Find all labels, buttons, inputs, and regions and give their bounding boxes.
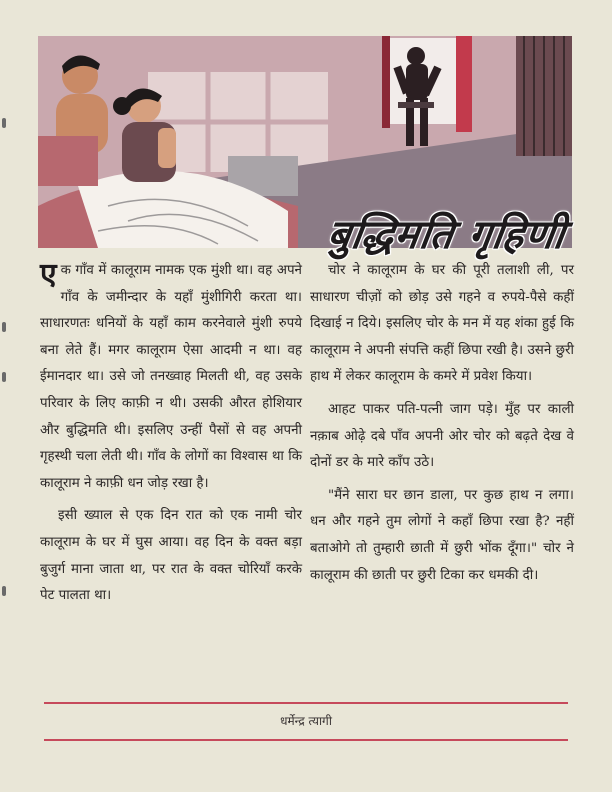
- binding-mark: [2, 118, 6, 128]
- paragraph: आहट पाकर पति-पत्नी जाग पड़े। मुँह पर काली नक़ाब ओढ़े दबे पाँव अपनी ओर चोर को बढ़ते देख वे दोनों डर के मारे काँप उठे।: [310, 401, 574, 471]
- right-column: [310, 258, 574, 595]
- binding-mark: [2, 322, 6, 332]
- paragraph-text: क गाँव में कालूराम नामक एक मुंशी था। वह अपने गाँव के जमीन्दार के यहाँ मुंशीगिरी करता था। साधारणतः धनियों के यहाँ काम करनेवाले मुंशी रुपये बना लेते हैं। मगर कालूराम ऐसा आदमी न था। वह ईमानदार था। उसे जो तनख्वाह मिलती थी, वह उसके परिवार के लिए काफ़ी न थी। उसकी औरत होशियार और बुद्धिमति थी। इसलिए उन्हीं पैसों से वह अपनी गृहस्थी चला लेती थी। गाँव के लोगों का विश्वास था कि कालूराम ने काफ़ी धन जोड़ रखा है।: [40, 263, 302, 491]
- binding-mark: [2, 372, 6, 382]
- binding-mark: [2, 586, 6, 596]
- story-title: बुद्धिमति गृहिणी: [324, 212, 569, 258]
- dropcap-letter: ए: [40, 257, 57, 292]
- paragraph: इसी ख्याल से एक दिन रात को एक नामी चोर कालूराम के घर में घुस आया। वह दिन के वक्त बड़ा बुजुर्ग माना जाता था, पर रात के वक्त चोरियाँ करके पेट पालता था।: [40, 508, 302, 604]
- paragraph: "मैंने सारा घर छान डाला, पर कुछ हाथ न लगा। धन और गहने तुम लोगों ने कहाँ छिपा रखा है? नहीं बताओगे तो तुम्हारी छाती में छुरी भोंक दूँगा।" चोर ने कालूराम की छाती पर छुरी टिका कर धमकी दी।: [310, 487, 574, 583]
- footer-rule-top: [44, 702, 568, 704]
- footer-rule-bottom: [44, 739, 568, 741]
- paragraph: चोर ने कालूराम के घर की पूरी तलाशी ली, पर साधारण चीज़ों को छोड़ उसे गहने व रुपये-पैसे कहीं दिखाई न दिये। इसलिए चोर के मन में यह शंका हुई कि कालूराम ने अपनी संपत्ति कहीं छिपा रखी है। उसने छुरी हाथ में लेकर कालूराम के कमरे में प्रवेश किया।: [310, 263, 574, 385]
- left-column: [40, 258, 302, 616]
- paragraph: [40, 258, 302, 497]
- author-name: धर्मेन्द्र त्यागी: [280, 714, 332, 728]
